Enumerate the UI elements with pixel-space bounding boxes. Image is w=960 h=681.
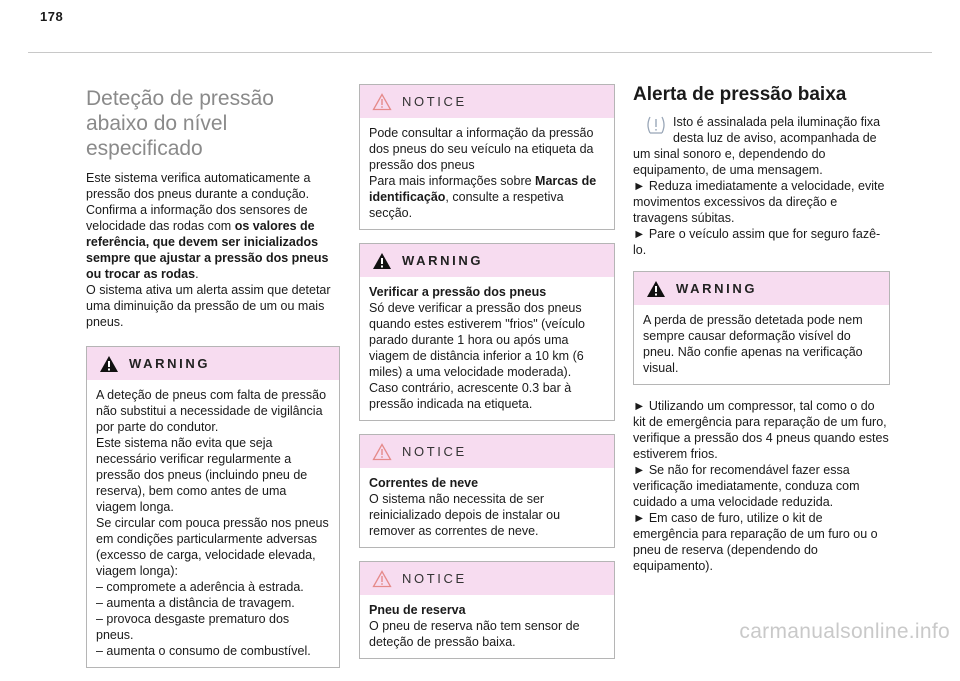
intro-paragraph bbox=[86, 170, 340, 330]
instruction-step: ► Pare o veículo assim que for seguro fazê-lo. bbox=[633, 227, 881, 257]
warning-box bbox=[359, 243, 615, 421]
alert-intro-text: Isto é assinalada pela iluminação fixa desta luz de aviso, acompanhada de um sinal sonoro e, dependendo do equipamento, de uma mensagem. bbox=[633, 115, 881, 177]
warning-box-header bbox=[360, 244, 614, 277]
column-3 bbox=[633, 84, 890, 574]
instruction-step: ► Utilizando um compressor, tal como o do kit de emergência para reparação de um furo, verifique a pressão dos 4 pneus quando estes estiverem frios. bbox=[633, 399, 889, 461]
header-divider bbox=[28, 52, 932, 53]
instruction-step: ► Se não for recomendável fazer essa verificação imediatamente, conduza com cuidado a uma velocidade reduzida. bbox=[633, 463, 860, 509]
intro-text-a: Este sistema verifica automaticamente a pressão dos pneus durante a condução. bbox=[86, 171, 311, 201]
notice-box-body bbox=[360, 468, 614, 547]
notice-triangle-icon bbox=[372, 93, 392, 111]
notice-bold-link: Marcas de identificação bbox=[369, 174, 597, 204]
list-item: – aumenta a distância de travagem. bbox=[96, 596, 295, 610]
instruction-step: ► Reduza imediatamente a velocidade, evite movimentos excessivos da direção e travagens súbitas. bbox=[633, 179, 885, 225]
list-item: – aumenta o consumo de combustível. bbox=[96, 644, 311, 658]
notice-triangle-icon bbox=[372, 443, 392, 461]
warning-box-body bbox=[87, 380, 339, 667]
notice-box-header bbox=[360, 435, 614, 468]
notice-heading bbox=[369, 602, 605, 618]
column-1 bbox=[86, 86, 340, 681]
intro-text-c: O sistema ativa um alerta assim que detetar uma diminuição da pressão de um ou mais pneus. bbox=[86, 283, 331, 329]
notice-text-b: , consulte a respetiva secção. bbox=[369, 190, 564, 220]
intro-end: . bbox=[195, 267, 199, 281]
watermark: carmanualsonline.info bbox=[739, 620, 950, 643]
instruction-step: ► Em caso de furo, utilize o kit de emergência para reparação de um furo ou o pneu de reserva (dependendo do equipamento). bbox=[633, 511, 878, 573]
notice-box-header bbox=[360, 85, 614, 118]
warning-heading bbox=[369, 284, 605, 300]
page-number: 178 bbox=[40, 9, 64, 24]
section-title: Deteção de pressão abaixo do nível especificado bbox=[86, 87, 274, 160]
warning-box-header bbox=[634, 272, 889, 305]
warning-label: WARNING bbox=[676, 280, 758, 296]
section-title: Alerta de pressão baixa bbox=[633, 84, 847, 105]
warning-box bbox=[633, 271, 890, 385]
warning-heading-text: Verificar a pressão dos pneus bbox=[369, 285, 547, 299]
column-2 bbox=[359, 84, 615, 672]
alert-intro bbox=[633, 114, 890, 178]
notice-text: O pneu de reserva não tem sensor de deteção de pressão baixa. bbox=[369, 619, 580, 649]
warning-text: Este sistema não evita que seja necessário verificar regularmente a pressão dos pneus (incluindo pneu de reserva), bem como antes de uma viagem longa. bbox=[96, 436, 308, 514]
notice-label: NOTICE bbox=[402, 93, 467, 109]
notice-label: NOTICE bbox=[402, 443, 467, 459]
warning-label: WARNING bbox=[129, 355, 211, 371]
warning-triangle-icon bbox=[646, 280, 666, 298]
notice-heading-text: Correntes de neve bbox=[369, 476, 479, 490]
notice-heading bbox=[369, 475, 605, 491]
notice-box bbox=[359, 434, 615, 548]
warning-triangle-icon bbox=[372, 252, 392, 270]
warning-text: Só deve verificar a pressão dos pneus quando estes estiverem "frios" (veículo parado durante 1 hora ou após uma viagem de distância inferior a 10 km (6 miles) a uma velocidade moderada). bbox=[369, 301, 585, 379]
warning-text: A perda de pressão detetada pode nem sempre causar deformação visível do pneu. Não confie apenas na verificação visual. bbox=[643, 313, 863, 375]
notice-text-a: Para mais informações sobre bbox=[369, 174, 536, 188]
warning-box-body bbox=[360, 277, 614, 420]
warning-box-body bbox=[634, 305, 889, 384]
warning-text: A deteção de pneus com falta de pressão não substitui a necessidade de vigilância por parte do condutor. bbox=[96, 388, 327, 434]
notice-text: O sistema não necessita de ser reinicializado depois de instalar ou remover as correntes de neve. bbox=[369, 492, 561, 538]
list-item: – compromete a aderência à estrada. bbox=[96, 580, 304, 594]
warning-triangle-icon bbox=[99, 355, 119, 373]
notice-box bbox=[359, 561, 615, 659]
notice-heading-text: Pneu de reserva bbox=[369, 603, 466, 617]
warning-text: Se circular com pouca pressão nos pneus em condições particularmente adversas (excesso de carga, velocidade elevada, viagem longa): bbox=[96, 516, 329, 578]
notice-box bbox=[359, 84, 615, 230]
intro-bold-text: os valores de referência, que devem ser inicializados sempre que ajustar a pressão dos pneus ou trocar as rodas bbox=[86, 219, 329, 281]
notice-text bbox=[369, 173, 605, 221]
warning-text: Caso contrário, acrescente 0.3 bar à pressão indicada na etiqueta. bbox=[369, 381, 572, 411]
warning-box bbox=[86, 346, 340, 668]
intro-text-b: Confirma a informação dos sensores de velocidade das rodas com bbox=[86, 203, 308, 233]
list-item: – provoca desgaste prematuro dos pneus. bbox=[96, 612, 290, 642]
notice-label: NOTICE bbox=[402, 570, 467, 586]
tire-pressure-warning-icon bbox=[645, 114, 667, 140]
notice-text: Pode consultar a informação da pressão dos pneus do seu veículo na etiqueta da pressão dos pneus bbox=[369, 126, 594, 172]
warning-label: WARNING bbox=[402, 252, 484, 268]
warning-box-header bbox=[87, 347, 339, 380]
notice-triangle-icon bbox=[372, 570, 392, 588]
notice-box-body bbox=[360, 118, 614, 229]
notice-box-header bbox=[360, 562, 614, 595]
